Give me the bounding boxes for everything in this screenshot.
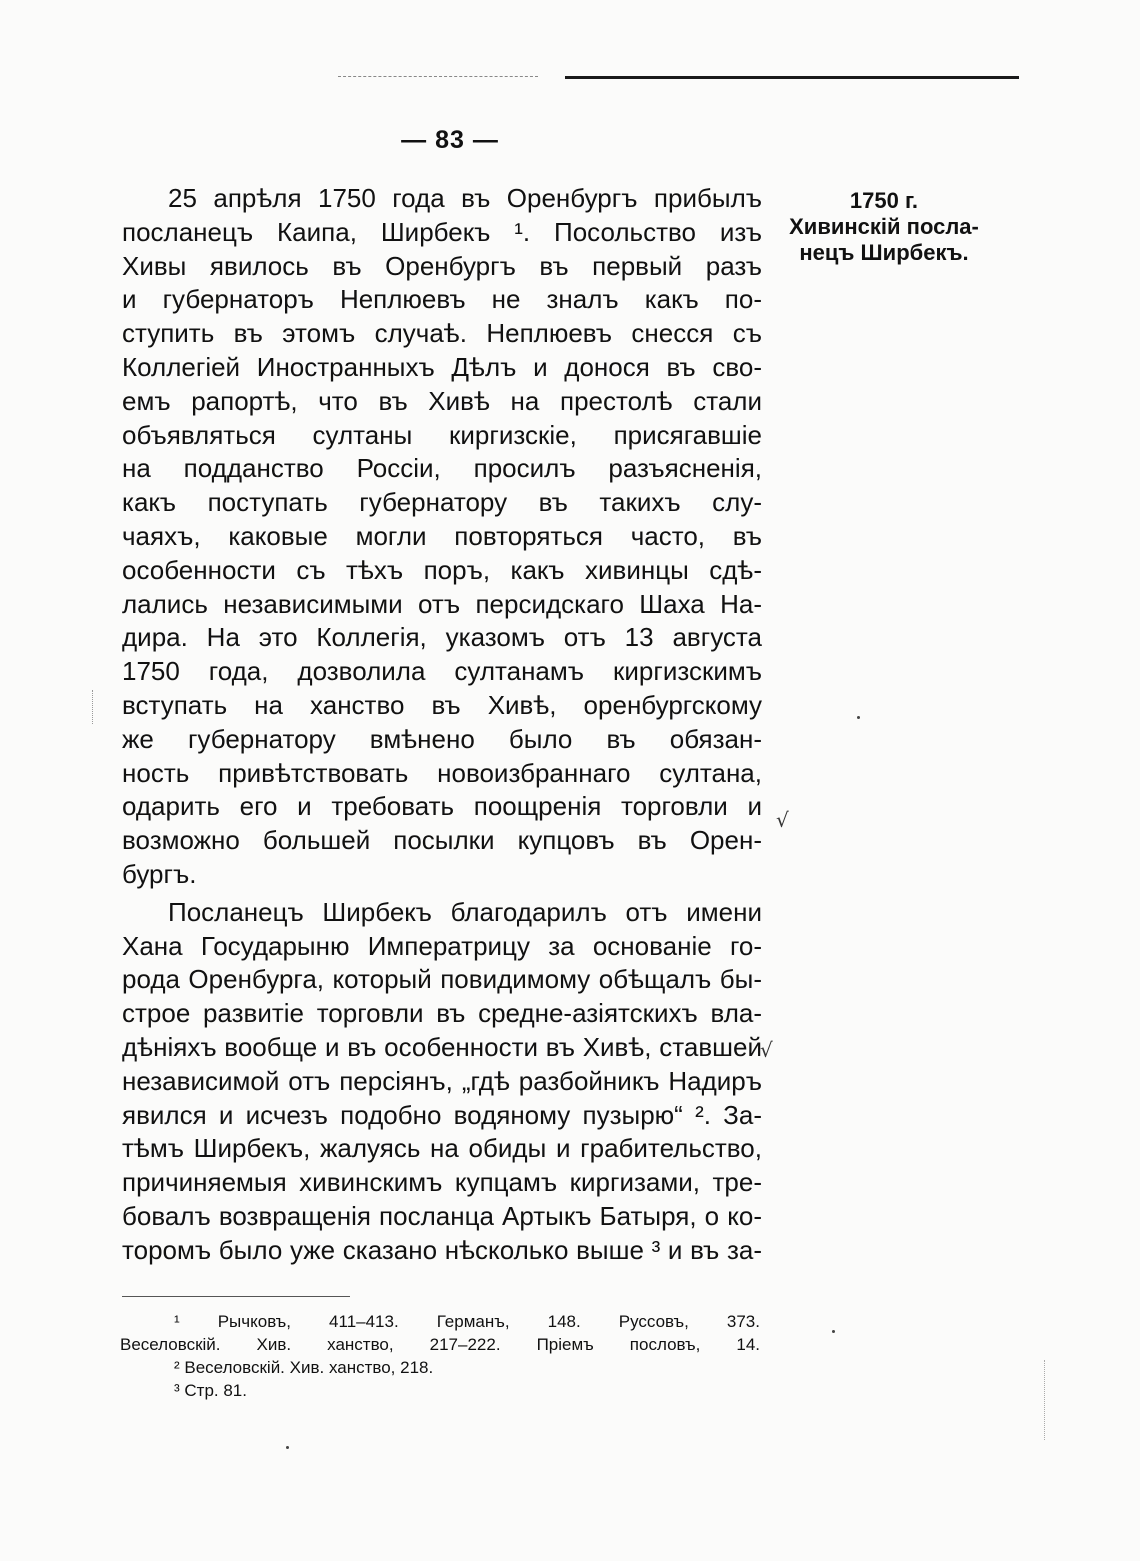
scan-edge-mark (1044, 1360, 1045, 1440)
text-line: особенности съ тѣхъ поръ, какъ хивинцы сдѣ- (122, 554, 762, 585)
text-line: причиняемыя хивинскимъ купцамъ киргизами, тре- (122, 1167, 762, 1198)
scan-speck (857, 716, 860, 719)
text-line: же губернатору вмѣнено было въ обязан- (122, 723, 762, 754)
text-line: рода Оренбурга, который повидимому обѣщалъ бы- (122, 964, 762, 995)
page-number: — 83 — (401, 126, 499, 154)
footnote-3: ³ Стр. 81. (174, 1381, 247, 1400)
text-line: чаяхъ, каковые могли повторяться часто, въ (122, 520, 762, 551)
text-line: возможно большей посылки купцовъ въ Орен- (122, 825, 762, 856)
text-line: 1750 года, дозволила султанамъ киргизскимъ (122, 656, 762, 687)
text-line: объявляться султаны киргизскіе, присягавшіе (122, 419, 762, 450)
pencil-check-mark: √ (760, 1038, 773, 1062)
footnote-2: ² Веселовскій. Хив. ханство, 218. (174, 1358, 434, 1377)
text-line: ступить въ этомъ случаѣ. Неплюевъ снесся съ (122, 318, 762, 349)
text-line: Хивы явилось въ Оренбургъ въ первый разъ (122, 250, 762, 281)
text-line: емъ рапортѣ, что въ Хивѣ на престолѣ стали (122, 385, 762, 416)
text-line: и губернаторъ Неплюевъ не зналъ какъ по- (122, 284, 762, 315)
paragraph-2 (122, 896, 762, 1268)
text-line: строе развитіе торговли въ средне-азіятскихъ вла- (122, 998, 762, 1029)
header-rule-right (565, 76, 1019, 79)
paragraph-1 (122, 182, 762, 892)
margin-note-line: 1750 г. (849, 188, 919, 213)
text-line: тѣмъ Ширбекъ, жалуясь на обиды и грабительство, (122, 1133, 762, 1164)
text-line: посланецъ Каипа, Ширбекъ ¹. Посольство изъ (122, 216, 762, 247)
text-line: дира. На это Коллегія, указомъ отъ 13 августа (122, 622, 762, 653)
text-line: независимой отъ персіянъ, „гдѣ разбойникъ Надиръ (122, 1065, 762, 1096)
text-line: торомъ было уже сказано нѣсколько выше ³ и въ за- (122, 1234, 762, 1265)
text-line: лались независимыми отъ персидскаго Шаха На- (122, 588, 762, 619)
text-line: на подданство Россіи, просилъ разъясненія, (122, 453, 762, 484)
text-line: Посланецъ Ширбекъ благодарилъ отъ имени (168, 896, 762, 927)
footnote-1-line-2: Веселовскій. Хив. ханство, 217–222. Пріемъ пословъ, 14. (120, 1335, 760, 1354)
text-line: бовалъ возвращенія посланца Артыкъ Батыря, о ко- (122, 1200, 762, 1231)
text-line: одарить его и требовать поощренія торговли и (122, 791, 762, 822)
pencil-check-mark: √ (776, 808, 789, 832)
main-text (122, 182, 762, 1268)
scan-speck (286, 1446, 289, 1449)
scan-edge-mark-left (92, 690, 93, 724)
text-line: ность привѣтствовать новоизбраннаго султана, (122, 757, 762, 788)
scan-speck (832, 1330, 835, 1333)
text-line: бургъ. (122, 858, 197, 889)
text-line: Коллегіей Иностранныхъ Дѣлъ и донося въ сво- (122, 351, 762, 382)
footnote-1-line-1: ¹ Рычковъ, 411–413. Германъ, 148. Руссовъ, 373. (174, 1312, 760, 1331)
text-line: какъ поступать губернатору въ такихъ слу- (122, 487, 762, 518)
footnotes (120, 1310, 760, 1402)
text-line: явился и исчезъ подобно водяному пузырю“ ². За- (122, 1099, 762, 1130)
footnote-divider (122, 1296, 350, 1297)
header-rule-left (338, 76, 538, 77)
margin-note-line: нецъ Ширбекъ. (799, 240, 969, 265)
text-line: 25 апрѣля 1750 года въ Оренбургъ прибылъ (168, 183, 762, 213)
margin-note (778, 188, 990, 266)
text-line: вступать на ханство въ Хивѣ, оренбургскому (122, 689, 762, 720)
text-line: Хана Государыню Императрицу за основаніе го- (122, 930, 762, 961)
margin-note-line: Хивинскій посла- (789, 214, 979, 239)
text-line: дѣніяхъ вообще и въ особенности въ Хивѣ, ставшей (122, 1031, 762, 1062)
